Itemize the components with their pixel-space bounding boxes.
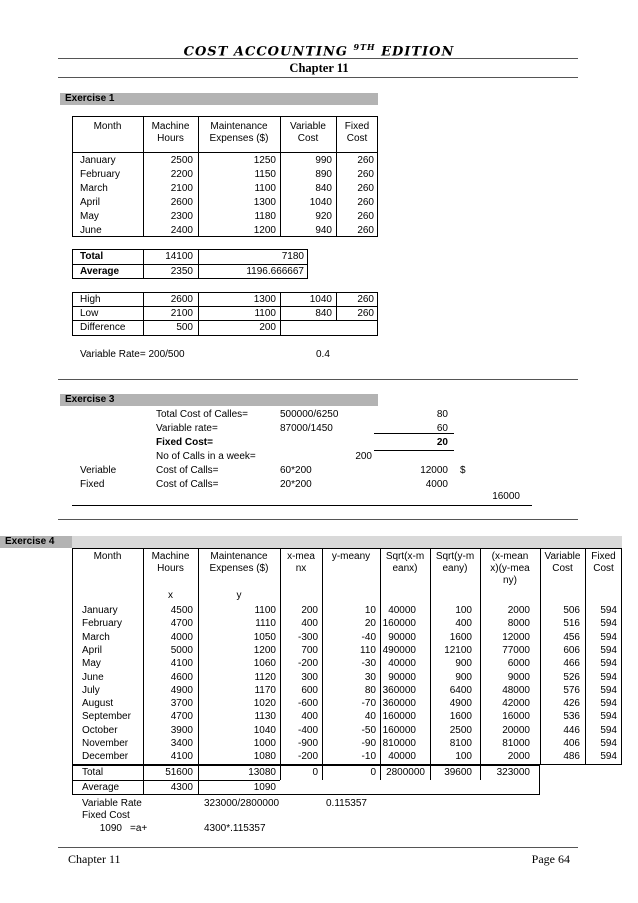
table-cell: -70 [361,698,376,710]
table-cell: 2500 [449,724,472,736]
table-cell: 486 [563,751,580,763]
table-cell: 300 [301,671,318,683]
fixed-cost-lhs: 1090 [99,823,122,834]
table-cell: 160000 [382,724,416,736]
table-cell: 1200 [253,644,276,656]
fixed-cost-eq: =a+ [130,823,148,834]
table-cell: 900 [455,671,472,683]
month-cell: September [82,711,131,723]
month-cell: January [80,155,116,166]
table-cell: 2100 [170,183,193,194]
table-cell: 594 [600,671,617,683]
table-cell: 1150 [254,169,276,180]
table-cell: 5000 [170,644,193,656]
table-cell: 1130 [254,711,276,723]
table-cell: 9000 [507,671,530,683]
difference-expenses: 200 [259,322,276,333]
column-header: Fixed Cost [591,551,616,574]
table-cell: 12000 [502,631,530,643]
total-cell: 2800000 [386,767,425,778]
low-expenses: 1100 [254,308,276,319]
fixed-cost-label: Fixed Cost [82,810,130,821]
footer-page-number: Page 64 [531,852,570,866]
column-header: Variable Cost [544,551,581,574]
table-cell: 80 [364,684,376,696]
table-cell: 4100 [170,658,193,670]
table-cell: 1000 [253,738,276,749]
table-cell: 606 [563,644,580,656]
column-header: y-meany [331,551,371,562]
average-expenses: 1196.666667 [246,266,304,277]
table-cell: 16000 [502,711,530,723]
table-cell: 12100 [444,644,472,656]
table-cell: 3900 [170,724,193,736]
month-cell: April [80,197,101,208]
exercise-3-cell: 12000 [420,465,448,476]
table-cell: 260 [357,211,374,222]
table-cell: 600 [301,684,318,696]
table-cell: 260 [357,225,374,236]
high-fixed: 260 [357,294,374,305]
footer-chapter: Chapter 11 [68,852,121,866]
table-cell: 1250 [253,155,276,166]
table-cell: 20 [364,618,376,630]
table-cell: 1080 [253,751,276,763]
table-cell: 40000 [388,751,416,763]
table-cell: 400 [301,618,318,630]
exercise-3-cell: Total Cost of Calles= [156,409,248,420]
table-cell: 2600 [170,197,193,208]
month-cell: May [82,658,101,670]
header-rule-top [58,58,578,59]
total-cell: 0 [312,767,318,778]
month-cell: July [82,684,100,696]
month-cell: February [80,169,121,180]
table-cell: 526 [563,671,580,683]
table-cell: 77000 [502,644,530,656]
table-cell: 160000 [382,618,416,630]
table-cell: 81000 [502,738,530,749]
column-header: x-meanx [287,551,315,574]
variable-rate-value: 0.4 [316,349,330,360]
table-cell: 30 [364,671,376,683]
exercise-3-cell: 60 [436,423,448,434]
table-cell: 426 [563,698,580,710]
table-cell: -10 [361,751,376,763]
low-label: Low [80,308,99,319]
column-header: Month [93,121,122,132]
fixed-cost-formula: 4300*.115357 [204,823,266,834]
total-cell: 51600 [165,767,193,778]
exercise-3-cell: Cost of Calls= [156,465,219,476]
divider [72,264,308,265]
month-cell: March [80,183,108,194]
column-header: Maintenance Expenses ($) [209,551,269,574]
month-cell: December [82,751,129,763]
y-label: y [236,590,242,601]
table-cell: 406 [563,738,580,749]
table-cell: 90000 [388,671,416,683]
exercise-3-cell: 500000/6250 [280,409,339,420]
table-cell: -900 [297,738,318,749]
table-cell: 594 [600,724,617,736]
table-cell: 594 [600,698,617,710]
month-cell: June [82,671,104,683]
table-cell: 840 [315,183,332,194]
exercise-3-cell: 80 [436,409,448,420]
table-cell: 594 [600,711,617,723]
average-label: Average [82,782,120,793]
table-cell: 4700 [170,618,193,630]
table-cell: 110 [360,644,376,656]
exercise-3-cell: Fixed [80,479,105,490]
average-label: Average [80,266,120,277]
table-cell: 40000 [388,605,416,616]
table-cell: 6000 [507,658,530,670]
table-cell: 536 [563,711,580,723]
table-cell: 42000 [502,698,530,710]
table-cell: 594 [600,684,617,696]
exercise-4-label: Exercise 4 [0,536,72,548]
table-cell: 4600 [170,671,193,683]
table-cell: 576 [563,684,580,696]
table-cell: 466 [563,658,580,670]
table-cell: 1300 [253,197,276,208]
table-cell: 10 [364,605,376,616]
high-variable: 1040 [309,294,332,305]
exercise-4-band [72,536,622,548]
average-cell: 1090 [253,782,276,793]
month-cell: June [80,225,102,236]
table-cell: 2300 [170,211,193,222]
divider [72,306,378,307]
divider [72,320,378,321]
column-header: Machine Hours [151,121,190,144]
table-cell: 200 [301,605,318,616]
month-cell: October [82,724,118,736]
table-cell: 1170 [254,684,276,696]
table-cell: -40 [361,631,376,643]
table-cell: 4000 [170,631,193,643]
grand-total-rule [72,505,532,506]
high-hours: 2600 [170,294,193,305]
table-cell: 8100 [449,738,472,749]
low-fixed: 260 [357,308,374,319]
table-cell: 940 [315,225,332,236]
variable-rate-value: 0.115357 [326,798,367,809]
total-cell: 39600 [444,767,472,778]
table-cell: 594 [600,751,617,763]
exercise-3-cell: Variable rate= [156,423,218,434]
column-header: Machine Hours [151,551,190,574]
table-cell: 1050 [253,631,276,643]
header-rule-bottom [58,77,578,78]
table-cell: 1100 [254,183,276,194]
exercise-3-cell: Cost of Calls= [156,479,219,490]
table-cell: 920 [315,211,332,222]
table-cell: -400 [297,724,318,736]
table-cell: 2500 [170,155,193,166]
underline [374,450,454,451]
exercise-3-cell: Fixed Cost= [156,437,213,448]
low-hours: 2100 [170,308,193,319]
table-cell: 100 [455,751,472,763]
table-cell: 594 [600,631,617,643]
table-cell: 2000 [507,751,530,763]
table-cell: -200 [297,751,318,763]
table-cell: 20000 [502,724,530,736]
total-label: Total [80,251,104,262]
grand-total: 16000 [492,491,520,502]
table-cell: 400 [301,711,318,723]
total-expenses: 7180 [281,251,304,262]
variable-rate-label: Variable Rate= 200/500 [80,349,185,360]
table-cell: 90000 [388,631,416,643]
column-header: Maintenance Expenses ($) [209,121,269,144]
exercise-3-cell: 4000 [425,479,448,490]
total-label: Total [82,767,104,778]
table-cell: 506 [563,605,580,616]
document-title: COST ACCOUNTING $^{9TH}$ EDITION [183,42,455,60]
difference-hours: 500 [176,322,193,333]
table-cell: 40 [364,711,376,723]
table-cell: 594 [600,605,617,616]
exercise-3-label: Exercise 3 [60,394,378,406]
table-cell: 400 [455,618,472,630]
average-hours: 2350 [170,266,193,277]
high-expenses: 1300 [253,294,276,305]
table-cell: 48000 [502,684,530,696]
table-cell: 160000 [382,711,416,723]
table-cell: 594 [600,738,617,749]
table-cell: 456 [563,631,580,643]
table-cell: 260 [357,183,374,194]
total-cell: 0 [370,767,376,778]
total-cell: 323000 [496,767,530,778]
total-hours: 14100 [165,251,193,262]
exercise-3-cell: 200 [355,451,372,462]
table-cell: 446 [563,724,580,736]
table-cell: 1110 [255,618,276,630]
table-cell: 4900 [449,698,472,710]
table-cell: -200 [297,658,318,670]
exercise-3-cell: 20*200 [280,479,312,490]
table-cell: 2000 [507,605,530,616]
table-cell: 2400 [170,225,193,236]
table-cell: 594 [600,618,617,630]
table-cell: -90 [361,738,376,749]
table-cell: -600 [297,698,318,710]
table-cell: -300 [297,631,318,643]
section-rule [58,519,578,520]
month-cell: May [80,211,99,222]
table-cell: 810000 [382,738,416,749]
table-cell: 1180 [254,211,276,222]
table-cell: 260 [357,155,374,166]
table-cell: 260 [357,169,374,180]
high-label: High [80,294,101,305]
table-cell: 360000 [382,698,416,710]
table-cell: 4700 [170,711,193,723]
month-cell: February [82,618,123,630]
exercise-3-cell: No of Calls in a week= [156,451,256,462]
exercise-3-cell: $ [460,465,466,476]
column-header: Fixed Cost [344,121,370,144]
table-cell: 4100 [170,751,193,763]
column-header: (x-meanx)(y-meany) [490,551,530,586]
difference-label: Difference [80,322,126,333]
table-cell: 516 [563,618,580,630]
table-cell: 6400 [449,684,472,696]
table-cell: 4500 [170,605,193,616]
table-cell: 1120 [254,671,276,683]
table-cell: 100 [455,605,472,616]
total-cell: 13080 [248,767,276,778]
section-rule [58,379,578,380]
table-cell: 1060 [253,658,276,670]
table-cell: 2200 [170,169,193,180]
table-cell: 1600 [449,631,472,643]
table-cell: 594 [600,644,617,656]
column-header: Variable Cost [290,121,326,144]
month-cell: November [82,738,129,749]
table-cell: 40000 [388,658,416,670]
table-cell: 1100 [254,605,276,616]
footer-rule [58,847,578,848]
table-cell: 1600 [449,711,472,723]
table-cell: 1020 [253,698,276,710]
average-cell: 4300 [170,782,193,793]
divider [72,152,378,153]
table-cell: 890 [315,169,332,180]
month-cell: August [82,698,114,710]
table-cell: 900 [455,658,472,670]
month-cell: January [82,605,118,616]
table-cell: 3400 [170,738,193,749]
table-cell: 594 [600,658,617,670]
divider [72,780,280,781]
table-cell: 490000 [382,644,416,656]
table-cell: 1200 [253,225,276,236]
table-cell: -30 [361,658,376,670]
x-label: x [168,590,173,601]
exercise-3-cell: 87000/1450 [280,423,333,434]
month-cell: March [82,631,110,643]
exercise-1-label: Exercise 1 [60,93,378,105]
column-header: Sqrt(y-meany) [435,551,475,574]
table-cell: 990 [315,155,332,166]
exercise-3-cell: 20 [436,437,448,448]
table-cell: 1040 [253,724,276,736]
column-header: Sqrt(x-meanx) [385,551,425,574]
table-cell: -50 [361,724,376,736]
table-cell: 360000 [382,684,416,696]
table-cell: 260 [357,197,374,208]
table-cell: 4900 [170,684,193,696]
variable-rate-label: Variable Rate [82,798,142,809]
exercise-3-cell: Veriable [80,465,117,476]
table-cell: 700 [301,644,318,656]
table-cell: 1040 [309,197,332,208]
chapter-heading: Chapter 11 [289,61,349,75]
variable-rate-formula: 323000/2800000 [204,798,280,809]
table-cell: 8000 [507,618,530,630]
month-cell: April [82,644,103,656]
table-cell: 3700 [170,698,193,710]
column-header: Month [93,551,122,562]
low-variable: 840 [315,308,332,319]
underline [374,433,454,434]
exercise-3-cell: 60*200 [280,465,312,476]
